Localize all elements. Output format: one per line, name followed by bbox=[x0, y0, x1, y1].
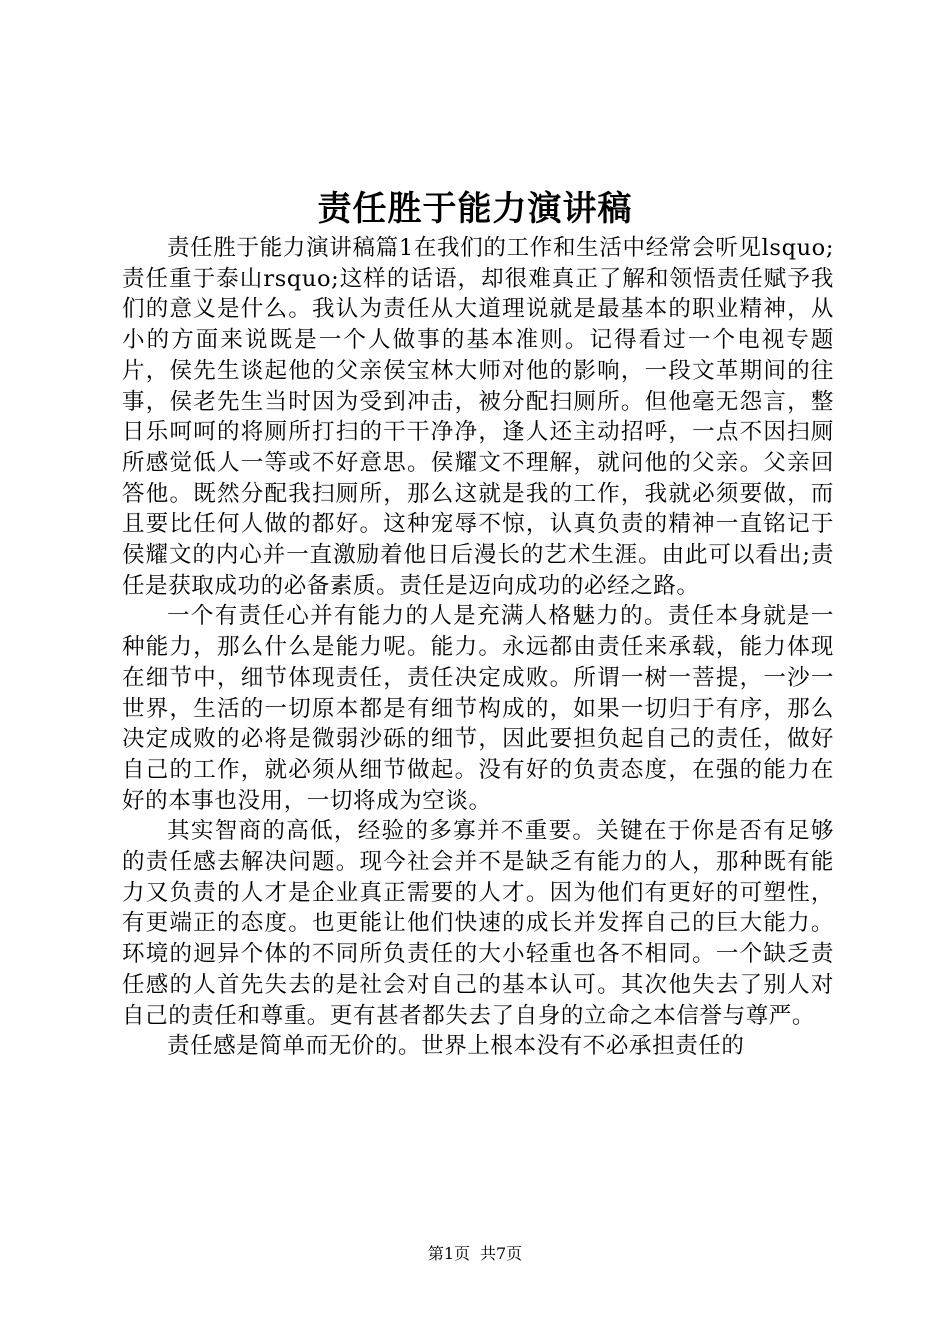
paragraph-1: 责任胜于能力演讲稿篇1在我们的工作和生活中经常会听见lsquo;责任重于泰山rsquo;这样的话语，却很难真正了解和领悟责任赋予我们的意义是什么。我认为责任从大道理说就是最基本的职业精神，从小的方面来说既是一个人做事的基本准则。记得看过一个电视专题片，侯先生谈起他的父亲侯宝林大师对他的影响，一段文革期间的往事，侯老先生当时因为受到冲击，被分配扫厕所。但他毫无怨言，整日乐呵呵的将厕所打扫的干干净净，逢人还主动招呼，一点不因扫厕所感觉低人一等或不好意思。侯耀文不理解，就问他的父亲。父亲回答他。既然分配我扫厕所，那么这就是我的工作，我就必须要做，而且要比任何人做的都好。这种宠辱不惊，认真负责的精神一直铭记于侯耀文的内心并一直激励着他日后漫长的艺术生涯。由此可以看出;责任是获取成功的必备素质。责任是迈向成功的必经之路。 bbox=[122, 235, 834, 599]
page-footer bbox=[0, 1244, 950, 1264]
page-number-total: 共7页 bbox=[480, 1244, 523, 1263]
document-body bbox=[122, 233, 834, 1062]
page-number-current: 第1页 bbox=[427, 1244, 470, 1263]
document-title: 责任胜于能力演讲稿 bbox=[317, 189, 633, 229]
paragraph-4: 责任感是简单而无价的。世界上根本没有不必承担责任的 bbox=[167, 1033, 745, 1060]
paragraph-3: 其实智商的高低，经验的多寡并不重要。关键在于你是否有足够的责任感去解决问题。现今社会并不是缺乏有能力的人，那种既有能力又负责的人才是企业真正需要的人才。因为他们有更好的可塑性，有更端正的态度。也更能让他们快速的成长并发挥自己的巨大能力。环境的迥异个体的不同所负责任的大小轻重也各不相同。一个缺乏责任感的人首先失去的是社会对自己的基本认可。其次他失去了别人对自己的责任和尊重。更有甚者都失去了自身的立命之本信誉与尊严。 bbox=[122, 818, 834, 1029]
paragraph-2: 一个有责任心并有能力的人是充满人格魅力的。责任本身就是一种能力，那么什么是能力呢。能力。永远都由责任来承载，能力体现在细节中，细节体现责任，责任决定成败。所谓一树一菩提，一沙一世界，生活的一切原本都是有细节构成的，如果一切归于有序，那么决定成败的必将是微弱沙砾的细节，因此要担负起自己的责任，做好自己的工作，就必须从细节做起。没有好的负责态度，在强的能力在好的本事也没用，一切将成为空谈。 bbox=[122, 603, 834, 814]
